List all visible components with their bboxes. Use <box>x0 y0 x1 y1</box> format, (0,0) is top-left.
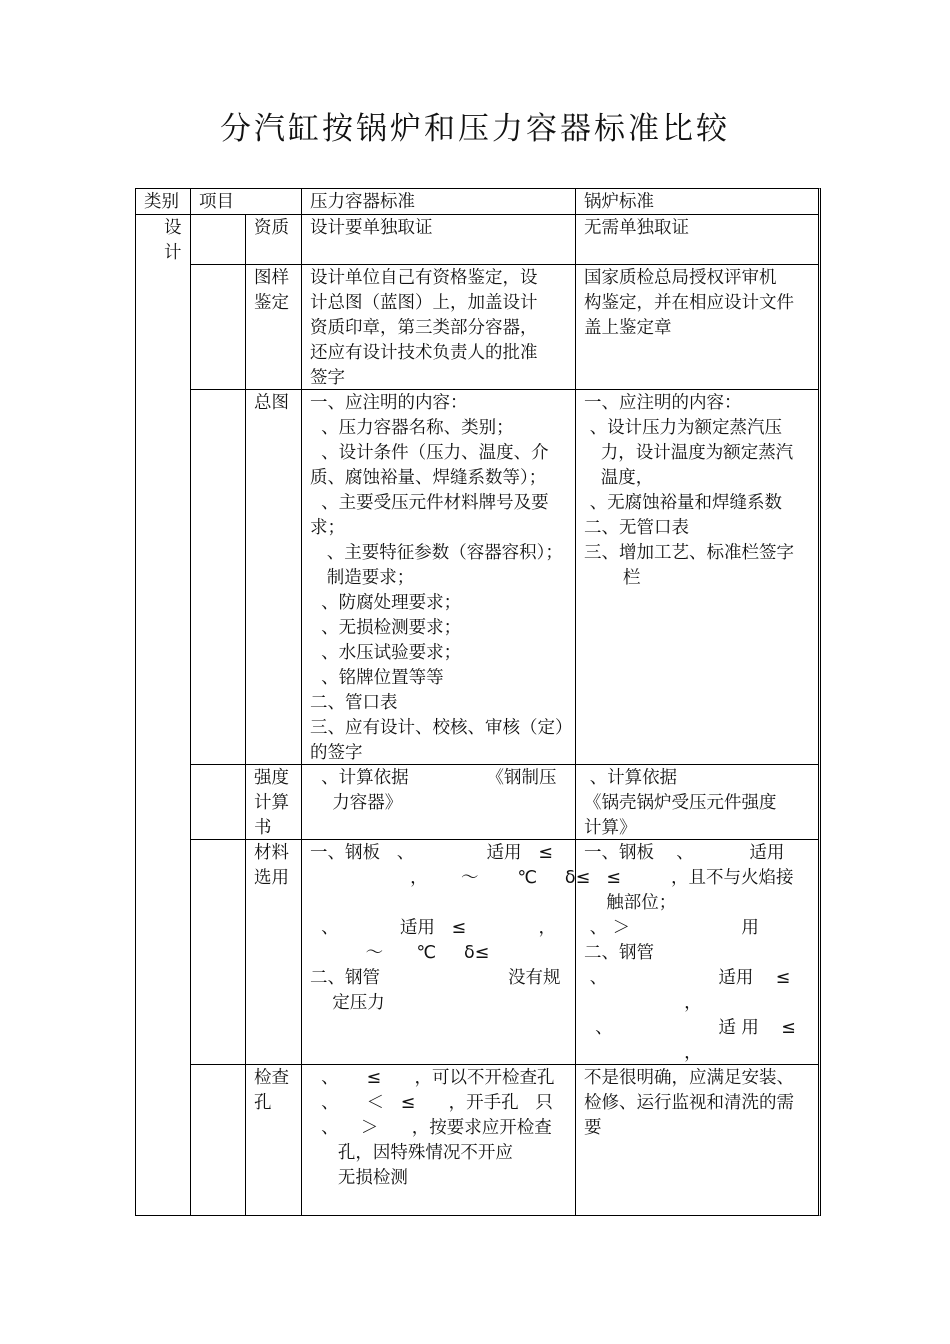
cell-line: 、 ≤ ，可以不开检查孔 <box>310 1068 555 1088</box>
col-divider-pressure <box>301 188 302 1216</box>
cell-line: 构鉴定，并在相应设计文件 <box>584 293 794 313</box>
cell-line: 、 适 用 ≤ <box>584 1018 796 1038</box>
cell-line: 力容器》 <box>310 793 403 813</box>
category-design <box>164 216 182 266</box>
cell-line: 触部位； <box>584 893 677 913</box>
row-name-line: 图样 <box>254 268 289 288</box>
cell-line: 二、无管口表 <box>584 518 689 538</box>
row-name-line: 选用 <box>254 868 289 888</box>
cell-line: 、 适用 ≤ ， <box>310 918 556 938</box>
header-item: 项目 <box>199 192 234 212</box>
row-name-line: 材料 <box>254 843 289 863</box>
cell-line: 设计单位自己有资格鉴定，设 <box>310 268 538 288</box>
pv-inspection-hole <box>310 1066 554 1191</box>
cell-line: 资质印章，第三类部分容器， <box>310 318 538 338</box>
row-name-material-selection <box>254 841 289 891</box>
row-name-strength-calc <box>254 766 289 841</box>
row-name-line: 强度 <box>254 768 289 788</box>
pv-strength-calc <box>310 766 557 816</box>
cell-line: 三、应有设计、校核、审核（定） <box>310 718 573 738</box>
cell-line: 一、应注明的内容： <box>310 393 468 413</box>
cell-line: ， <box>584 993 702 1013</box>
cell-line: 还应有设计技术负责人的批准 <box>310 343 538 363</box>
cell-line: 力，设计温度为额定蒸汽 <box>584 443 794 463</box>
cell-line: 孔，因特殊情况不开应 <box>310 1143 513 1163</box>
cell-line: 要 <box>584 1118 602 1138</box>
cell-line: ～ ℃ δ≤ <box>310 943 490 963</box>
row-name-line: 检查 <box>254 1068 289 1088</box>
cell-line: 、压力容器名称、类别； <box>310 418 514 438</box>
category-char: 计 <box>164 243 182 263</box>
cell-line: 三、增加工艺、标准栏签字 <box>584 543 794 563</box>
boiler-qualification <box>584 216 689 241</box>
cell-line: 、 ＞ 用 <box>584 918 759 938</box>
row-name-line: 孔 <box>254 1093 272 1113</box>
boiler-drawing-approval <box>584 266 794 341</box>
cell-line: 无需单独取证 <box>584 218 689 238</box>
cell-line: 的签字 <box>310 743 363 763</box>
col-divider-boiler <box>575 188 576 1216</box>
cell-line: 计总图（蓝图）上，加盖设计 <box>310 293 538 313</box>
header-category: 类别 <box>144 192 179 212</box>
cell-line: 、 适用 ≤ <box>584 968 791 988</box>
cell-line: 国家质检总局授权评审机 <box>584 268 777 288</box>
document-title: 分汽缸按锅炉和压力容器标准比较 <box>220 111 730 147</box>
cell-line: 、铭牌位置等等 <box>310 668 444 688</box>
cell-line: 栏 <box>584 568 641 588</box>
pv-qualification <box>310 216 433 241</box>
cell-line: 、水压试验要求； <box>310 643 462 663</box>
cell-line: 一、钢板 、 适用 <box>584 843 785 863</box>
row-name-inspection-hole <box>254 1066 289 1116</box>
cell-line: 、设计条件（压力、温度、介 <box>310 443 549 463</box>
row-divider <box>190 264 819 265</box>
cell-line: 、无腐蚀裕量和焊缝系数 <box>584 493 783 513</box>
cell-line: 、计算依据 <box>584 768 678 788</box>
pv-material-selection <box>310 841 590 1016</box>
cell-line: ， <box>584 1043 702 1063</box>
row-name-line: 书 <box>254 818 272 838</box>
boiler-inspection-hole <box>584 1066 794 1141</box>
row-name-line: 资质 <box>254 218 289 238</box>
col-divider-subitem <box>245 214 246 1216</box>
cell-line: 计算》 <box>584 818 637 838</box>
cell-line <box>310 891 590 916</box>
row-name-line: 总图 <box>254 393 289 413</box>
boiler-strength-calc <box>584 766 777 841</box>
cell-line: 二、钢管 没有规 <box>310 968 561 988</box>
cell-line: 、防腐处理要求； <box>310 593 462 613</box>
cell-line: 、计算依据 《钢制压 <box>310 768 557 788</box>
cell-line: 求； <box>310 518 345 538</box>
cell-line: 二、管口表 <box>310 693 398 713</box>
cell-line: 签字 <box>310 368 345 388</box>
cell-line: 制造要求； <box>310 568 415 588</box>
cell-line: 、主要特征参数（容器容积）； <box>310 543 563 563</box>
cell-line: 一、钢板 、 适用 ≤ <box>310 843 553 863</box>
cell-line: ， ～ ℃ δ≤ <box>310 868 591 888</box>
cell-line: 二、钢管 <box>584 943 654 963</box>
row-name-qualification <box>254 216 289 241</box>
row-name-drawing-approval <box>254 266 289 316</box>
cell-line: ≤ ，且不与火焰接 <box>584 868 794 888</box>
pv-drawing-approval <box>310 266 538 391</box>
cell-line: 温度， <box>584 468 654 488</box>
header-boiler: 锅炉标准 <box>584 192 654 212</box>
header-row-divider <box>135 214 819 215</box>
cell-line: 、主要受压元件材料牌号及要 <box>310 493 549 513</box>
header-pressure-vessel: 压力容器标准 <box>310 192 415 212</box>
cell-line: 、 ＜ ≤ ，开手孔 只 <box>310 1093 553 1113</box>
row-name-line: 计算 <box>254 793 289 813</box>
cell-line: 一、应注明的内容： <box>584 393 742 413</box>
pv-general-drawing <box>310 391 573 766</box>
row-name-general-drawing <box>254 391 289 416</box>
boiler-general-drawing <box>584 391 794 591</box>
cell-line: 、无损检测要求； <box>310 618 462 638</box>
cell-line: 定压力 <box>310 993 385 1013</box>
cell-line: 盖上鉴定章 <box>584 318 672 338</box>
boiler-material-selection <box>584 841 796 1066</box>
row-name-line: 鉴定 <box>254 293 289 313</box>
cell-line: 不是很明确，应满足安装、 <box>584 1068 794 1088</box>
cell-line: 、 ＞ ，按要求应开检查 <box>310 1118 552 1138</box>
cell-line: 无损检测 <box>310 1168 408 1188</box>
cell-line: 、设计压力为额定蒸汽压 <box>584 418 783 438</box>
col-divider-category <box>190 188 191 1216</box>
cell-line: 设计要单独取证 <box>310 218 433 238</box>
category-char: 设 <box>164 218 182 238</box>
cell-line: 检修、运行监视和清洗的需 <box>584 1093 794 1113</box>
cell-line: 《锅壳锅炉受压元件强度 <box>584 793 777 813</box>
cell-line: 质、腐蚀裕量、焊缝系数等）； <box>310 468 547 488</box>
